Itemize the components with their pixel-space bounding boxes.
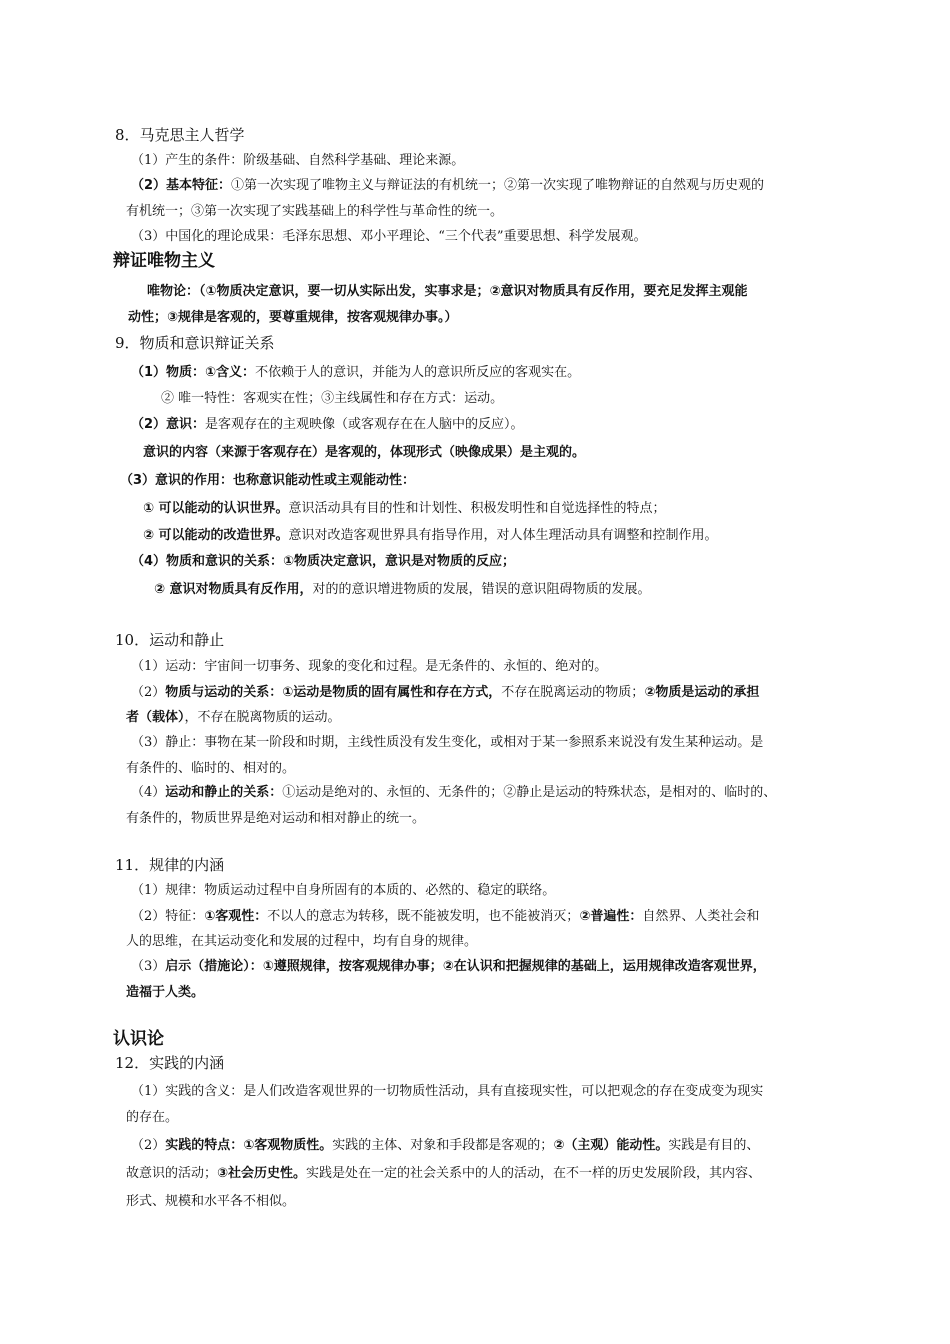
s9-line-1-bold: （1）物质：①含义： [131,365,256,380]
s11-line-2-prefix: （2）特征： [131,909,205,924]
materialism-line-1: 唯物论：（①物质决定意识，要一切从实际出发，实事求是；②意识对物质具有反作用，要充足发挥主观能 [147,284,748,299]
s8-line-1: （1）产生的条件：阶级基础、自然科学基础、理论来源。 [131,153,465,168]
section-11-title: 11．规律的内涵 [115,856,225,874]
s10-line-6-bold: 运动和静止的关系： [165,785,283,800]
s9-line-1-text: 不依赖于人的意识，并能为人的意识所反应的客观实在。 [255,365,581,380]
s9-line-3-text: 是客观存在的主观映像（或客观存在在人脑中的反应）。 [205,417,524,432]
s8-line-4: （3）中国化的理论成果：毛泽东思想、邓小平理论、“三个代表”重要思想、科学发展观。 [131,229,647,244]
s12-line-3-text-b: 实践是有目的、 [668,1138,760,1153]
s10-line-2-bold-b: ②物质是运动的承担 [644,685,760,700]
s12-line-3-bold-a: 实践的特点：①客观物质性。 [165,1138,333,1153]
s8-line-2-text: ①第一次实现了唯物主义与辩证法的有机统一；②第一次实现了唯物辩证的自然观与历史观的 [231,178,765,193]
s10-line-5: 有条件的、临时的、相对的。 [126,761,296,776]
s12-line-3-prefix: （2） [131,1138,166,1153]
s12-line-5: 形式、规模和水平各不相似。 [126,1194,296,1209]
s10-line-1: （1）运动：宇宙间一切事务、现象的变化和过程。是无条件的、永恒的、绝对的。 [131,659,608,674]
s9-line-6-bold: ① 可以能动的认识世界。 [143,501,289,516]
s11-line-2-bold-b: ②普遍性： [579,909,643,924]
s9-line-4: 意识的内容（来源于客观存在）是客观的，体现形式（映像成果）是主观的。 [143,445,586,460]
s10-line-3-text: ，不存在脱离物质的运动。 [184,710,341,725]
s12-line-3-text-a: 实践的主体、对象和手段都是客观的； [332,1138,554,1153]
s9-line-7-text: 意识对改造客观世界具有指导作用，对人体生理活动具有调整和控制作用。 [288,528,718,543]
heading-dialectical-materialism: 辩证唯物主义 [113,251,215,271]
s9-line-8: （4）物质和意识的关系：①物质决定意识，意识是对物质的反应； [131,554,516,569]
s10-line-7: 有条件的，物质世界是绝对运动和相对静止的统一。 [126,811,426,826]
s9-line-9 [154,581,651,599]
s11-line-4-bold: 启示（措施论）：①遵照规律，按客观规律办事；②在认识和把握规律的基础上，运用规律改造客观世界， [165,959,766,974]
s9-line-9-bold: ② 意识对物质具有反作用， [154,582,313,597]
s9-line-5: （3）意识的作用：也称意识能动性或主观能动性： [120,473,416,488]
s11-line-2-text-a: 不以人的意志为转移，既不能被发明，也不能被消灭； [267,909,580,924]
s12-line-4-text-b: 实践是处在一定的社会关系中的人的活动，在不一样的历史发展阶段，其内容、 [306,1166,762,1181]
s12-line-2: 的存在。 [126,1110,179,1125]
s12-line-4 [126,1165,761,1183]
section-8-title: 8．马克思主人哲学 [115,126,245,144]
s12-line-4-bold: ③社会历史性。 [217,1166,307,1181]
s8-line-2 [131,177,764,195]
s9-line-9-text: 对的的意识增进物质的发展，错误的意识阻碍物质的发展。 [312,582,651,597]
s10-line-6 [131,784,776,802]
s10-line-4: （3）静止：事物在某一阶段和时期，主线性质没有发生变化，或相对于某一参照系来说没有发生某种运动。是 [131,735,764,750]
section-9-title: 9．物质和意识辩证关系 [115,334,275,352]
s11-line-2-bold-a: ①客观性： [204,909,268,924]
s9-line-2: ② 唯一特性：客观实在性；③主线属性和存在方式：运动。 [161,391,504,406]
s9-line-3-bold: （2）意识： [131,417,206,432]
s11-line-2 [131,908,759,926]
materialism-line-2: 动性；③规律是客观的，要尊重规律，按客观规律办事。） [128,310,458,325]
s11-line-2-text-b: 自然界、人类社会和 [642,909,760,924]
s10-line-6-prefix: （4） [131,785,166,800]
s10-line-2-text: 不存在脱离运动的物质； [501,685,645,700]
s9-line-7 [143,527,718,545]
s12-line-4-text-a: 故意识的活动； [126,1166,218,1181]
s9-line-3 [131,416,524,434]
section-12-title: 12．实践的内涵 [115,1054,225,1072]
s10-line-3-bold: 者（载体） [126,710,185,725]
s9-line-7-bold: ② 可以能动的改造世界。 [143,528,289,543]
s8-line-3: 有机统一；③第一次实现了实践基础上的科学性与革命性的统一。 [126,204,504,219]
s11-line-5: 造福于人类。 [126,985,205,1000]
heading-epistemology: 认识论 [113,1029,164,1049]
s8-line-2-bold: （2）基本特征： [131,178,232,193]
s10-line-2-bold-a: 物质与运动的关系：①运动是物质的固有属性和存在方式， [165,685,502,700]
s11-line-1: （1）规律：物质运动过程中自身所固有的本质的、必然的、稳定的联络。 [131,883,556,898]
s9-line-6-text: 意识活动具有目的性和计划性、积极发明性和自觉选择性的特点； [288,501,666,516]
s12-line-3-bold-b: ②（主观）能动性。 [553,1138,669,1153]
s9-line-1 [131,364,580,382]
s10-line-2 [131,684,759,702]
s10-line-3 [126,709,341,727]
s10-line-2-prefix: （2） [131,685,166,700]
s9-line-6 [143,500,666,518]
s11-line-3: 人的思维，在其运动变化和发展的过程中，均有自身的规律。 [126,934,478,949]
s12-line-3 [131,1137,759,1155]
s10-line-6-text: ①运动是绝对的、永恒的、无条件的；②静止是运动的特殊状态，是相对的、临时的、 [282,785,777,800]
s11-line-4 [131,958,766,976]
s11-line-4-prefix: （3） [131,959,166,974]
section-10-title: 10．运动和静止 [115,631,225,649]
s12-line-1: （1）实践的含义：是人们改造客观世界的一切物质性活动，具有直接现实性，可以把观念的存在变成变为现实 [131,1084,764,1099]
